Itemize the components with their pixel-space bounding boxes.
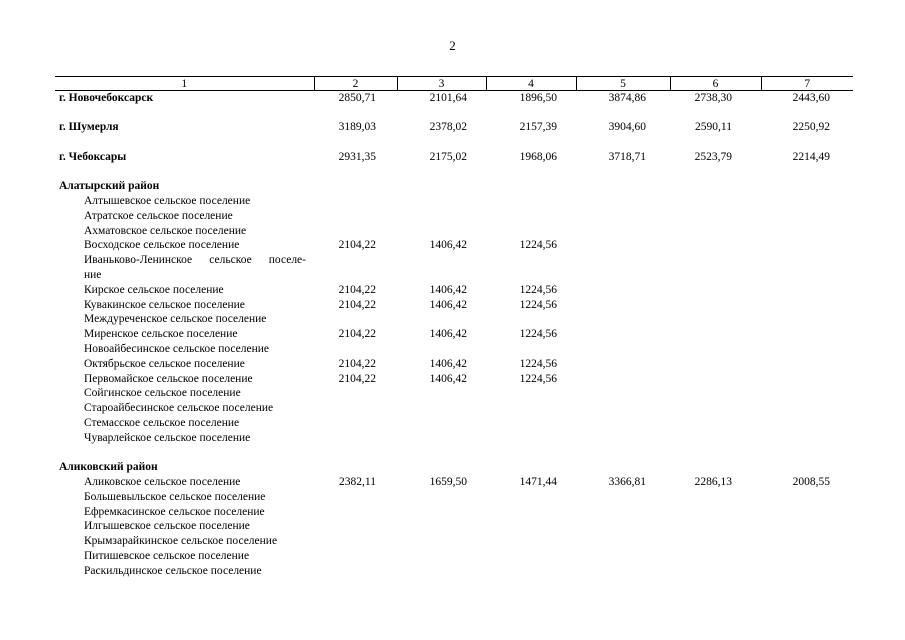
empty-cell — [486, 135, 576, 150]
column-header-5: 5 — [576, 77, 670, 91]
value-cell-col-3 — [397, 564, 486, 579]
table-row — [55, 312, 853, 327]
value-cell-col-4: 1224,56 — [519, 328, 557, 341]
page-number: 2 — [449, 38, 456, 53]
value-cell-col-7 — [761, 386, 853, 401]
value-cell-col-2 — [314, 342, 397, 357]
settlement-name: Октябрьское сельское поселение — [84, 357, 245, 370]
value-cell-col-2 — [314, 179, 397, 194]
value-cell-col-2 — [314, 268, 397, 283]
empty-cell — [670, 446, 761, 461]
settlement-name: Крымзарайкинское сельское поселение — [84, 535, 278, 548]
settlement-name: Староайбесинское сельское поселение — [84, 402, 274, 415]
settlement-name: Миренское сельское поселение — [84, 328, 238, 341]
value-cell-col-4 — [486, 505, 576, 520]
document-sheet — [55, 76, 853, 578]
value-cell-col-5 — [576, 534, 670, 549]
value-cell-col-4 — [486, 209, 576, 224]
section-row — [55, 91, 853, 106]
empty-cell — [397, 165, 486, 180]
value-cell-col-5 — [576, 372, 670, 387]
value-cell-col-5 — [576, 505, 670, 520]
table-row — [55, 534, 853, 549]
value-cell-col-4: 1224,56 — [519, 239, 557, 252]
table-row — [55, 475, 853, 490]
value-cell-col-6 — [670, 238, 761, 253]
value-cell-col-3 — [397, 534, 486, 549]
value-cell-col-3 — [397, 179, 486, 194]
value-cell-col-2 — [314, 564, 397, 579]
value-cell-col-5: 3904,60 — [608, 121, 646, 134]
value-cell-col-4: 1968,06 — [519, 150, 557, 163]
table-row — [55, 401, 853, 416]
value-cell-col-2: 2850,71 — [338, 92, 376, 104]
empty-cell — [761, 135, 853, 150]
value-cell-col-7 — [761, 519, 853, 534]
value-cell-col-5 — [576, 268, 670, 283]
value-cell-col-7 — [761, 268, 853, 283]
column-header-7: 7 — [761, 77, 853, 91]
column-header-2: 2 — [314, 77, 397, 91]
value-cell-col-6 — [670, 224, 761, 239]
value-cell-col-4 — [486, 460, 576, 475]
value-cell-col-4: 1471,44 — [519, 475, 557, 488]
table-body — [55, 91, 853, 579]
empty-cell — [576, 135, 670, 150]
value-cell-col-5 — [576, 238, 670, 253]
value-cell-col-5 — [576, 194, 670, 209]
value-cell-col-5 — [576, 416, 670, 431]
column-header-1: 1 — [55, 77, 314, 91]
value-cell-col-5 — [576, 312, 670, 327]
value-cell-col-7 — [761, 460, 853, 475]
value-cell-col-7 — [761, 312, 853, 327]
value-cell-col-5 — [576, 386, 670, 401]
value-cell-col-2: 2931,35 — [338, 150, 376, 163]
value-cell-col-3 — [397, 194, 486, 209]
value-cell-col-4 — [486, 564, 576, 579]
value-cell-col-4 — [486, 549, 576, 564]
settlement-name: ние — [84, 268, 102, 281]
empty-cell — [397, 135, 486, 150]
settlement-name: Ахматовское сельское поселение — [84, 224, 247, 237]
value-cell-col-7 — [761, 238, 853, 253]
empty-cell — [314, 446, 397, 461]
value-cell-col-6 — [670, 268, 761, 283]
table-row — [55, 298, 853, 313]
column-header-4: 4 — [486, 77, 576, 91]
value-cell-col-2 — [314, 490, 397, 505]
value-cell-col-3 — [397, 505, 486, 520]
value-cell-col-2: 2382,11 — [339, 475, 376, 488]
value-cell-col-2 — [314, 431, 397, 446]
value-cell-col-4 — [486, 224, 576, 239]
value-cell-col-2 — [314, 549, 397, 564]
empty-cell — [314, 106, 397, 121]
value-cell-col-7 — [761, 253, 853, 268]
settlement-name: Кувакинское сельское поселение — [84, 298, 245, 311]
empty-cell — [576, 106, 670, 121]
empty-cell — [55, 165, 314, 180]
value-cell-col-7 — [761, 490, 853, 505]
value-cell-col-3: 2175,02 — [429, 150, 467, 163]
empty-cell — [397, 106, 486, 121]
spacer-row — [55, 446, 853, 461]
value-cell-col-2: 3189,03 — [338, 121, 376, 134]
value-cell-col-6 — [670, 519, 761, 534]
value-cell-col-7 — [761, 283, 853, 298]
value-cell-col-6 — [670, 564, 761, 579]
header-row — [55, 77, 853, 91]
value-cell-col-5 — [576, 519, 670, 534]
value-cell-col-5 — [576, 224, 670, 239]
value-cell-col-3 — [397, 460, 486, 475]
value-cell-col-4 — [486, 312, 576, 327]
value-cell-col-5 — [576, 460, 670, 475]
empty-cell — [576, 446, 670, 461]
value-cell-col-6 — [670, 253, 761, 268]
value-cell-col-2 — [314, 224, 397, 239]
table-row — [55, 253, 853, 268]
table-row — [55, 238, 853, 253]
value-cell-col-6 — [670, 179, 761, 194]
value-cell-col-7 — [761, 534, 853, 549]
settlement-name — [55, 253, 314, 268]
value-cell-col-6 — [670, 312, 761, 327]
value-cell-col-3: 1406,42 — [429, 328, 467, 341]
value-cell-col-6: 2523,79 — [694, 150, 732, 163]
settlement-name: Ефремкасинское сельское поселение — [84, 505, 265, 518]
value-cell-col-3: 1659,50 — [429, 475, 467, 488]
table-row — [55, 519, 853, 534]
value-cell-col-5 — [576, 179, 670, 194]
settlement-name: Междуреченское сельское поселение — [84, 313, 267, 326]
table-row — [55, 549, 853, 564]
settlement-name: Алтышевское сельское поселение — [84, 194, 251, 207]
value-cell-col-5 — [576, 401, 670, 416]
value-cell-col-7 — [761, 194, 853, 209]
value-cell-col-6 — [670, 549, 761, 564]
empty-cell — [576, 165, 670, 180]
value-cell-col-6 — [670, 357, 761, 372]
value-cell-col-4: 1224,56 — [519, 283, 557, 296]
value-cell-col-2 — [314, 416, 397, 431]
value-cell-col-6 — [670, 209, 761, 224]
value-cell-col-2 — [314, 194, 397, 209]
empty-cell — [670, 135, 761, 150]
value-cell-col-2 — [314, 401, 397, 416]
value-cell-col-3 — [397, 312, 486, 327]
table-row — [55, 416, 853, 431]
table-row — [55, 490, 853, 505]
value-cell-col-3 — [397, 268, 486, 283]
empty-cell — [486, 165, 576, 180]
table-row — [55, 224, 853, 239]
table-row — [55, 357, 853, 372]
value-cell-col-3: 2101,64 — [429, 92, 467, 104]
value-cell-col-3 — [397, 519, 486, 534]
value-cell-col-3 — [397, 253, 486, 268]
section-title: Алатырский район — [59, 180, 160, 193]
section-title: г. Новочебоксарск — [59, 92, 154, 104]
value-cell-col-4 — [486, 179, 576, 194]
value-cell-col-5 — [576, 283, 670, 298]
value-cell-col-3 — [397, 224, 486, 239]
section-title: г. Чебоксары — [59, 150, 127, 163]
value-cell-col-6 — [670, 283, 761, 298]
value-cell-col-5: 3366,81 — [608, 475, 646, 488]
empty-cell — [314, 165, 397, 180]
value-cell-col-3 — [397, 549, 486, 564]
value-cell-col-6: 2286,13 — [694, 475, 732, 488]
column-header-6: 6 — [670, 77, 761, 91]
empty-cell — [486, 446, 576, 461]
value-cell-col-5 — [576, 564, 670, 579]
value-cell-col-2 — [314, 534, 397, 549]
value-cell-col-2 — [314, 386, 397, 401]
value-cell-col-7 — [761, 505, 853, 520]
value-cell-col-5 — [576, 253, 670, 268]
value-cell-col-6 — [670, 194, 761, 209]
settlement-name: Восходское сельское поселение — [84, 239, 240, 252]
table-row — [55, 327, 853, 342]
value-cell-col-4 — [486, 342, 576, 357]
value-cell-col-6 — [670, 401, 761, 416]
value-cell-col-5 — [576, 298, 670, 313]
settlement-name: Раскильдинское сельское поселение — [84, 564, 262, 577]
value-cell-col-4 — [486, 490, 576, 505]
value-cell-col-5 — [576, 357, 670, 372]
value-cell-col-4: 1896,50 — [519, 92, 557, 104]
value-cell-col-7 — [761, 298, 853, 313]
value-cell-col-7 — [761, 179, 853, 194]
value-cell-col-6 — [670, 342, 761, 357]
value-cell-col-2: 2104,22 — [338, 357, 376, 370]
value-cell-col-3: 2378,02 — [429, 121, 467, 134]
value-cell-col-3 — [397, 431, 486, 446]
value-cell-col-7 — [761, 327, 853, 342]
value-cell-col-2: 2104,22 — [338, 283, 376, 296]
settlement-name: Сойгинское сельское поселение — [84, 387, 241, 400]
settlement-name: Большевыльское сельское поселение — [84, 490, 266, 503]
value-cell-col-4 — [486, 534, 576, 549]
spacer-row — [55, 135, 853, 150]
value-cell-col-6 — [670, 534, 761, 549]
value-cell-col-2: 2104,22 — [338, 239, 376, 252]
empty-cell — [670, 106, 761, 121]
value-cell-col-7: 2443,60 — [792, 92, 830, 104]
value-cell-col-4 — [486, 401, 576, 416]
spacer-row — [55, 106, 853, 121]
value-cell-col-4 — [486, 519, 576, 534]
data-table — [55, 76, 853, 578]
value-cell-col-5 — [576, 342, 670, 357]
value-cell-col-5 — [576, 490, 670, 505]
empty-cell — [486, 106, 576, 121]
value-cell-col-4 — [486, 268, 576, 283]
value-cell-col-5 — [576, 431, 670, 446]
settlement-name-text: Иваньково-Ленинское сельское поселе- — [84, 254, 306, 267]
table-row — [55, 372, 853, 387]
value-cell-col-7 — [761, 372, 853, 387]
spacer-row — [55, 165, 853, 180]
value-cell-col-2 — [314, 312, 397, 327]
settlement-name: Кирское сельское поселение — [84, 283, 224, 296]
section-title: г. Шумерля — [59, 121, 119, 134]
value-cell-col-5 — [576, 327, 670, 342]
table-row — [55, 194, 853, 209]
table-row — [55, 564, 853, 579]
empty-cell — [670, 165, 761, 180]
empty-cell — [314, 135, 397, 150]
value-cell-col-3 — [397, 386, 486, 401]
value-cell-col-6 — [670, 490, 761, 505]
value-cell-col-4: 1224,56 — [519, 372, 557, 385]
value-cell-col-7 — [761, 401, 853, 416]
value-cell-col-7 — [761, 416, 853, 431]
value-cell-col-7 — [761, 209, 853, 224]
settlement-name: Илгышевское сельское поселение — [84, 520, 250, 533]
empty-cell — [761, 106, 853, 121]
value-cell-col-5: 3874,86 — [608, 92, 646, 104]
table-row — [55, 386, 853, 401]
settlement-name: Чуварлейское сельское поселение — [84, 431, 251, 444]
table-header — [55, 77, 853, 91]
settlement-name: Аликовское сельское поселение — [84, 475, 241, 488]
empty-cell — [55, 135, 314, 150]
value-cell-col-3 — [397, 401, 486, 416]
settlement-name: Первомайское сельское поселение — [84, 372, 253, 385]
value-cell-col-3 — [397, 490, 486, 505]
value-cell-col-3 — [397, 416, 486, 431]
value-cell-col-6 — [670, 372, 761, 387]
value-cell-col-4: 2157,39 — [519, 121, 557, 134]
value-cell-col-3: 1406,42 — [429, 239, 467, 252]
value-cell-col-4: 1224,56 — [519, 357, 557, 370]
value-cell-col-5 — [576, 209, 670, 224]
table-row — [55, 283, 853, 298]
value-cell-col-7 — [761, 357, 853, 372]
value-cell-col-4: 1224,56 — [519, 298, 557, 311]
value-cell-col-7 — [761, 431, 853, 446]
empty-cell — [761, 165, 853, 180]
value-cell-col-4 — [486, 194, 576, 209]
value-cell-col-6 — [670, 431, 761, 446]
table-row — [55, 209, 853, 224]
table-row — [55, 268, 853, 283]
settlement-name: Стемасское сельское поселение — [84, 416, 240, 429]
value-cell-col-6: 2738,30 — [694, 92, 732, 104]
empty-cell — [397, 446, 486, 461]
empty-cell — [55, 446, 314, 461]
value-cell-col-4 — [486, 431, 576, 446]
value-cell-col-5 — [576, 549, 670, 564]
value-cell-col-3: 1406,42 — [429, 357, 467, 370]
value-cell-col-6 — [670, 386, 761, 401]
empty-cell — [55, 106, 314, 121]
value-cell-col-7 — [761, 224, 853, 239]
value-cell-col-7: 2250,92 — [792, 121, 830, 134]
value-cell-col-7 — [761, 549, 853, 564]
value-cell-col-5: 3718,71 — [608, 150, 646, 163]
value-cell-col-6 — [670, 505, 761, 520]
value-cell-col-2 — [314, 253, 397, 268]
value-cell-col-4 — [486, 253, 576, 268]
section-row — [55, 179, 853, 194]
value-cell-col-7 — [761, 564, 853, 579]
value-cell-col-7 — [761, 342, 853, 357]
value-cell-col-2 — [314, 209, 397, 224]
value-cell-col-3 — [397, 342, 486, 357]
value-cell-col-2 — [314, 460, 397, 475]
section-title: Аликовский район — [59, 461, 158, 474]
settlement-name: Атратское сельское поселение — [84, 209, 233, 222]
value-cell-col-6: 2590,11 — [695, 121, 732, 134]
value-cell-col-2: 2104,22 — [338, 328, 376, 341]
table-row — [55, 431, 853, 446]
value-cell-col-4 — [486, 386, 576, 401]
section-row — [55, 120, 853, 135]
value-cell-col-7: 2008,55 — [792, 475, 830, 488]
value-cell-col-2 — [314, 519, 397, 534]
value-cell-col-6 — [670, 327, 761, 342]
value-cell-col-7: 2214,49 — [792, 150, 830, 163]
empty-cell — [761, 446, 853, 461]
settlement-name: Питишевское сельское поселение — [84, 549, 250, 562]
value-cell-col-3 — [397, 209, 486, 224]
section-row — [55, 460, 853, 475]
section-row — [55, 150, 853, 165]
value-cell-col-3: 1406,42 — [429, 298, 467, 311]
table-row — [55, 342, 853, 357]
value-cell-col-2 — [314, 505, 397, 520]
table-row — [55, 505, 853, 520]
value-cell-col-3: 1406,42 — [429, 283, 467, 296]
value-cell-col-4 — [486, 416, 576, 431]
settlement-name: Новоайбесинское сельское поселение — [84, 342, 269, 355]
value-cell-col-2: 2104,22 — [338, 298, 376, 311]
value-cell-col-3: 1406,42 — [429, 372, 467, 385]
value-cell-col-2: 2104,22 — [338, 372, 376, 385]
column-header-3: 3 — [397, 77, 486, 91]
value-cell-col-6 — [670, 460, 761, 475]
value-cell-col-6 — [670, 298, 761, 313]
value-cell-col-6 — [670, 416, 761, 431]
